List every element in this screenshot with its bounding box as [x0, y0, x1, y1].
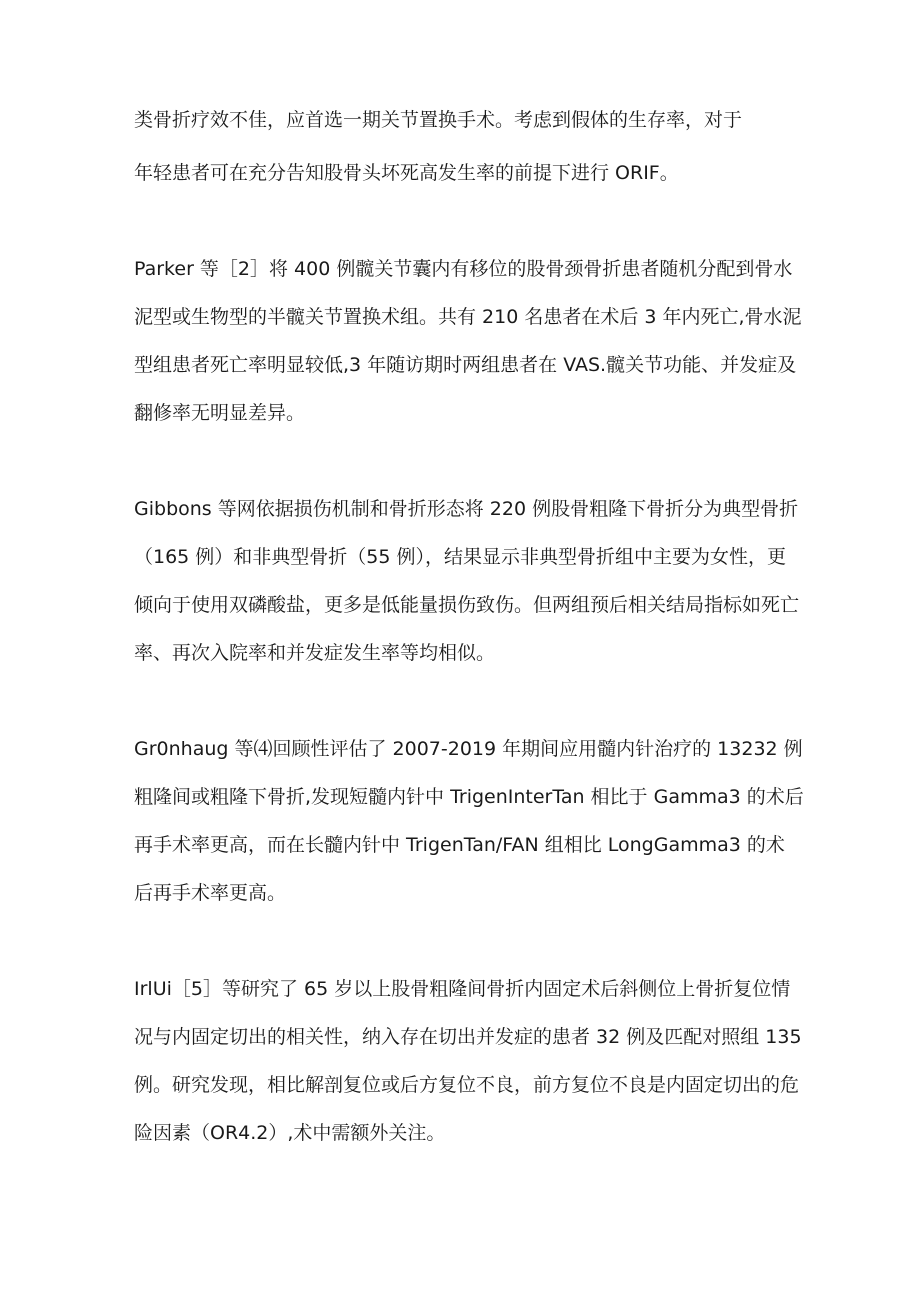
paragraph-2-line-3: 型组患者死亡率明显较低,3 年随访期时两组患者在 VAS.髋关节功能、并发症及: [134, 354, 797, 376]
paragraph-5-line-2: 况与内固定切出的相关性，纳入存在切出并发症的患者 32 例及匹配对照组 135: [134, 1026, 802, 1048]
paragraph-5-line-3: 例。研究发现，相比解剖复位或后方复位不良，前方复位不良是内固定切出的危: [134, 1074, 800, 1096]
paragraph-3-line-1: Gibbons 等网依据损伤机制和骨折形态将 220 例股骨粗隆下骨折分为典型骨折: [134, 498, 799, 520]
paragraph-4-line-2: 粗隆间或粗隆下骨折,发现短髓内针中 TrigenInterTan 相比于 Gamma3 的术后: [134, 786, 804, 808]
paragraph-4-line-1: Gr0nhaug 等⑷回顾性评估了 2007-2019 年期间应用髓内针治疗的 13232 例: [134, 738, 803, 760]
paragraph-3-line-3: 倾向于使用双磷酸盐，更多是低能量损伤致伤。但两组预后相关结局指标如死亡: [134, 594, 800, 616]
paragraph-5-line-4: 险因素（OR4.2）,术中需额外关注。: [134, 1122, 446, 1144]
paragraph-2-line-4: 翻修率无明显差异。: [134, 402, 306, 424]
paragraph-2-line-1: Parker 等［2］将 400 例髋关节囊内有移位的股骨颈骨折患者随机分配到骨水: [134, 258, 793, 280]
paragraph-4-line-4: 后再手术率更高。: [134, 882, 287, 904]
paragraph-3-line-2: （165 例）和非典型骨折（55 例），结果显示非典型骨折组中主要为女性，更: [134, 546, 787, 568]
paragraph-4-line-3: 再手术率更高，而在长髓内针中 TrigenTan/FAN 组相比 LongGamma3 的术: [134, 834, 785, 856]
paragraph-2-line-2: 泥型或生物型的半髋关节置换术组。共有 210 名患者在术后 3 年内死亡,骨水泥: [134, 306, 802, 328]
paragraph-3-line-4: 率、再次入院率和并发症发生率等均相似。: [134, 642, 496, 664]
paragraph-5-line-1: IrlUi［5］等研究了 65 岁以上股骨粗隆间骨折内固定术后斜侧位上骨折复位情: [134, 978, 791, 1000]
paragraph-1-line-1: 类骨折疗效不佳，应首选一期关节置换手术。考虑到假体的生存率，对于: [134, 109, 743, 131]
paragraph-1-line-2: 年轻患者可在充分告知股骨头坏死高发生率的前提下进行 ORIF。: [134, 162, 679, 184]
